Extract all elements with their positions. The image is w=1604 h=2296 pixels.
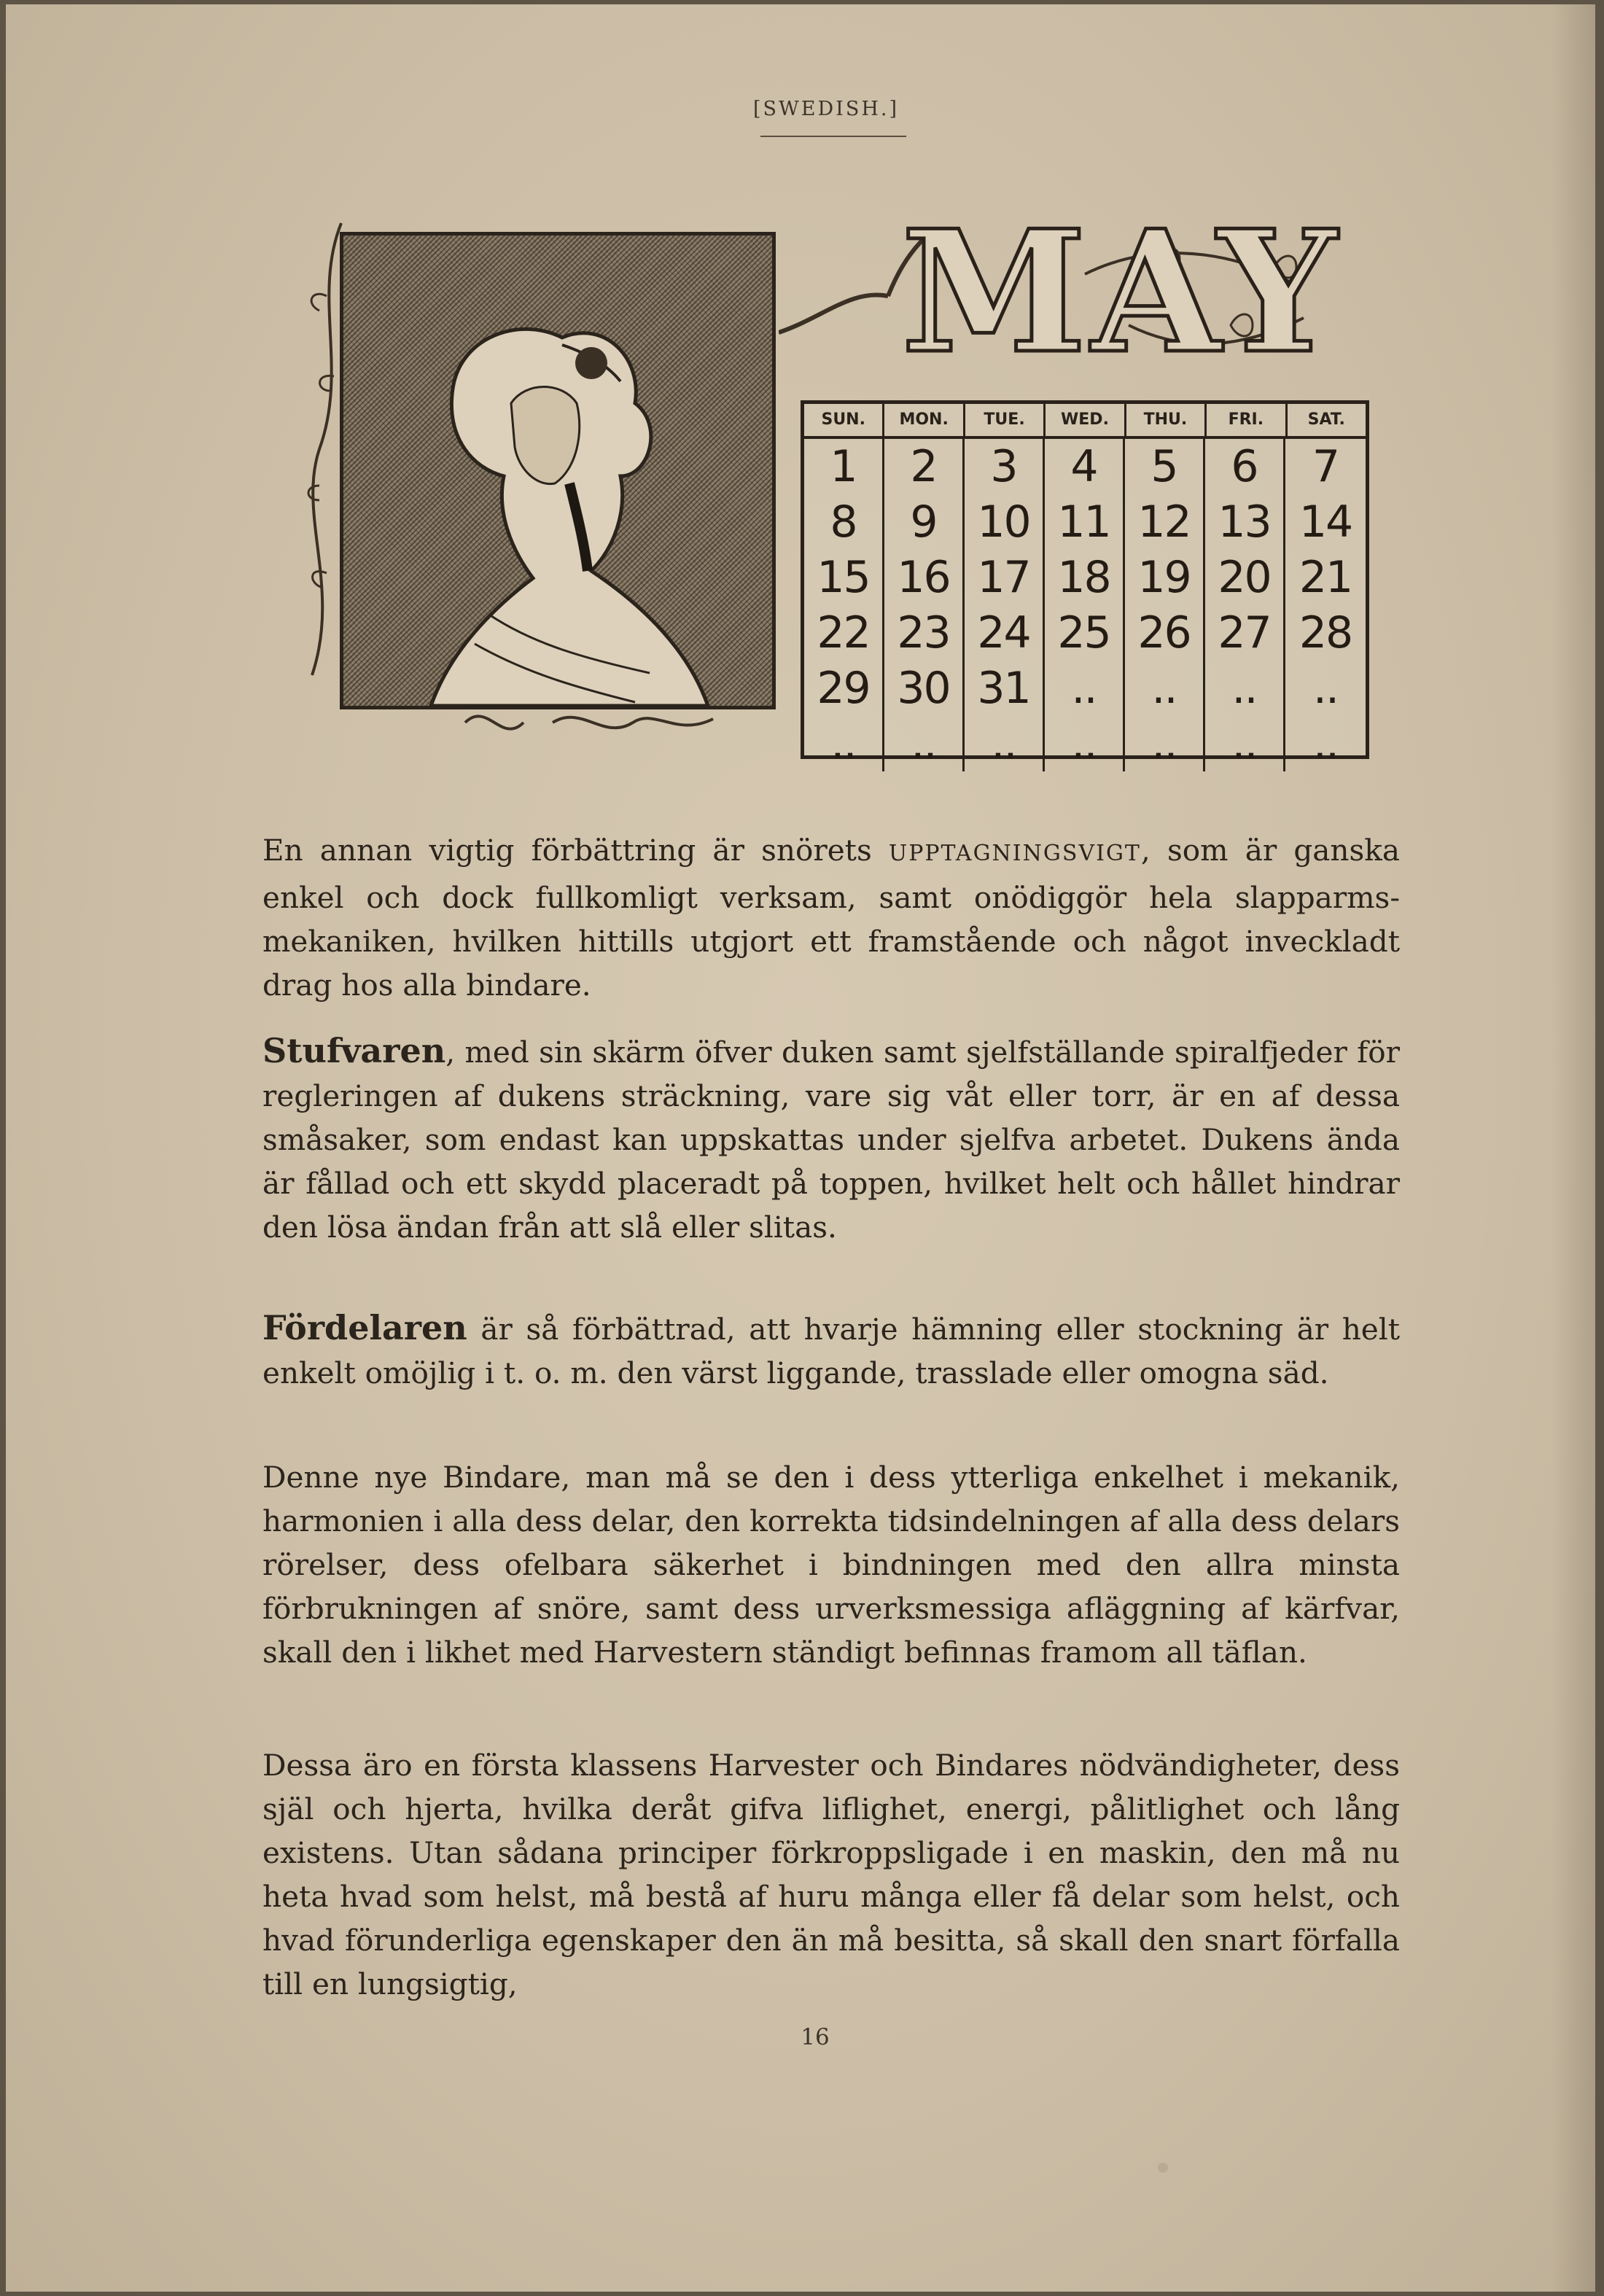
month-title: MAY xyxy=(901,194,1342,391)
calendar-day-cell: 19 xyxy=(1125,550,1205,605)
page-edge-shadow xyxy=(1552,4,1595,2292)
calendar-day-cell: 31 xyxy=(965,661,1045,716)
weekday-label: TUE. xyxy=(965,404,1046,436)
paragraph-3-lead: Fördelaren xyxy=(262,1308,467,1347)
page-number: 16 xyxy=(801,2024,830,2050)
paragraph-1-smallcaps: UPPTAGNINGSVIGT xyxy=(888,841,1141,866)
paragraph-3 xyxy=(262,1306,1400,1395)
paper-spot xyxy=(1158,2163,1168,2173)
weekday-label: SAT. xyxy=(1307,410,1345,429)
calendar-day-cell: 22 xyxy=(804,605,884,661)
calendar-day-cell: 18 xyxy=(1045,550,1125,605)
calendar-day-cell: 8 xyxy=(804,494,884,550)
calendar-day-cell: 6 xyxy=(1205,439,1285,494)
calendar-day-cell: 13 xyxy=(1205,494,1285,550)
flourish-ornament xyxy=(458,701,720,744)
paragraph-2-lead: Stufvaren xyxy=(262,1031,446,1070)
weekday-label: SUN. xyxy=(804,404,884,436)
woman-portrait-illustration xyxy=(340,232,776,709)
weekday-label: THU. xyxy=(1126,404,1207,436)
calendar-day-cell: .. xyxy=(965,716,1045,771)
calendar-day-cell: .. xyxy=(1312,663,1339,714)
calendar-day-cell: .. xyxy=(804,716,884,771)
weekday-label: MON. xyxy=(884,404,965,436)
page xyxy=(6,4,1595,2292)
paragraph-1-rest: , som är ganska enkel och dock fullkomligt verksam, samt onödiggör hela slapparms-mekaniken, hvilken hittills utgjort ett framstående och något inveckladt drag hos alla bindare. xyxy=(262,833,1400,1003)
paragraph-4: Denne nye Bindare, man må se den i dess ytterliga enkelhet i mekanik, harmonien i alla dess delar, den korrekta tidsindelningen af alla dess delars rörelser, dess ofelbara säkerhet i bindningen med den allra minsta förbrukningen af snöre, samt dess urverksmessiga afläggning af kärfvar, skall den i likhet med Harvestern ständigt befinnas framom all täflan. xyxy=(262,1460,1400,1670)
calendar-day-cell: 2 xyxy=(884,439,965,494)
calendar-day-cell: .. xyxy=(1045,661,1125,716)
weekday-label: FRI. xyxy=(1207,404,1287,436)
calendar-day-cell: .. xyxy=(1125,661,1205,716)
calendar-day-cell: 1 xyxy=(804,439,884,494)
calendar-day-cell: 11 xyxy=(1045,494,1125,550)
calendar-day-grid xyxy=(804,439,1366,771)
header-rule xyxy=(760,136,906,137)
header-language-tag: [SWEDISH.] xyxy=(753,98,899,120)
calendar-day-cell: .. xyxy=(1312,718,1339,769)
calendar-day-cell: 26 xyxy=(1125,605,1205,661)
paragraph-3-rest: är så förbättrad, att hvarje hämning eller stockning är helt enkelt omöjlig i t. o. m. den värst liggande, trasslade eller omogna säd. xyxy=(262,1312,1400,1390)
calendar-weekday-header xyxy=(804,404,1366,439)
calendar-day-cell: 23 xyxy=(884,605,965,661)
calendar-day-cell: 25 xyxy=(1045,605,1125,661)
may-calendar xyxy=(801,400,1369,769)
calendar-day-cell: 28 xyxy=(1299,607,1352,658)
calendar-day-cell: 10 xyxy=(965,494,1045,550)
portrait-figure xyxy=(343,236,772,706)
calendar-day-cell: 14 xyxy=(1299,497,1352,548)
calendar-day-cell: 4 xyxy=(1045,439,1125,494)
calendar-day-cell: 17 xyxy=(965,550,1045,605)
calendar-day-cell: .. xyxy=(1205,661,1285,716)
calendar-day-cell: 29 xyxy=(804,661,884,716)
calendar-day-cell: .. xyxy=(884,716,965,771)
calendar-day-cell: 21 xyxy=(1299,552,1352,603)
calendar-day-cell: 9 xyxy=(884,494,965,550)
calendar-day-cell: 12 xyxy=(1125,494,1205,550)
calendar-day-cell: 27 xyxy=(1205,605,1285,661)
calendar-day-cell: 5 xyxy=(1125,439,1205,494)
calendar-day-cell: 30 xyxy=(884,661,965,716)
calendar-day-cell: .. xyxy=(1045,716,1125,771)
paragraph-2 xyxy=(262,1029,1400,1249)
paragraph-5: Dessa äro en första klassens Harvester och Bindares nödvändigheter, dess själ och hjerta, hvilka deråt gifva liflighet, energi, pålitlighet och lång existens. Utan sådana principer förkroppsligade i en maskin, den må nu heta hvad som helst, må bestå af huru många eller få delar som helst, och hvad förunderliga egenskaper den än må besitta, så skall den snart förfalla till en lungsigtig, xyxy=(262,1748,1400,2001)
paragraph-2-rest: , med sin skärm öfver duken samt sjelfställande spiralfjeder för regleringen af dukens sträckning, vare sig våt eller torr, är en af dessa småsaker, som endast kan uppskattas under sjelfva arbetet. Dukens ända är fållad och ett skydd placeradt på toppen, hvilket helt och hållet hindrar den lösa ändan från att slå eller slitas. xyxy=(262,1035,1400,1245)
calendar-day-cell: 15 xyxy=(804,550,884,605)
paragraph-1-start: En annan vigtig förbättring är snörets xyxy=(262,833,889,868)
weekday-label: WED. xyxy=(1046,404,1126,436)
paragraph-1 xyxy=(262,828,1400,1007)
calendar-day-cell: .. xyxy=(1125,716,1205,771)
calendar-day-cell: 7 xyxy=(1312,441,1339,492)
calendar-day-cell: 16 xyxy=(884,550,965,605)
calendar-day-cell: 3 xyxy=(965,439,1045,494)
calendar-day-cell: 24 xyxy=(965,605,1045,661)
calendar-day-cell: .. xyxy=(1205,716,1285,771)
calendar-day-cell: 20 xyxy=(1205,550,1285,605)
